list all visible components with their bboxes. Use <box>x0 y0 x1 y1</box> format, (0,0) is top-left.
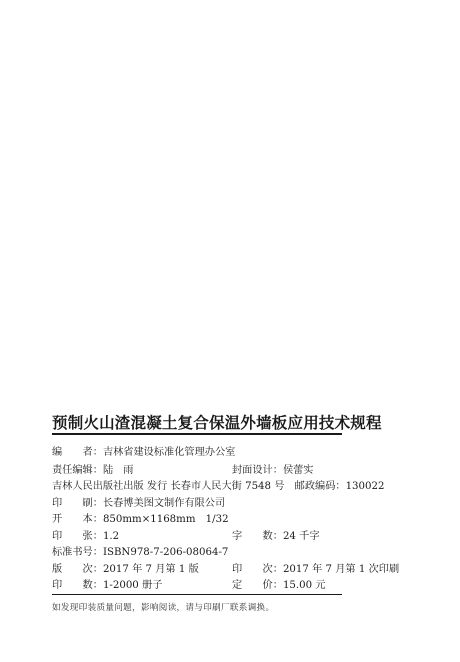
word-count-group <box>232 531 320 543</box>
price-value: 15.00 元 <box>282 580 326 591</box>
isbn-row <box>52 547 372 559</box>
sheets-row <box>52 531 372 543</box>
impression-label: 印 次： <box>232 564 283 575</box>
editor-value: 吉林省建设标准化管理办公室 <box>102 447 236 458</box>
title-rule <box>52 433 342 435</box>
printer-value: 长春博美图文制作有限公司 <box>102 498 226 509</box>
format-label: 开 本： <box>52 514 103 525</box>
format-value: 850mm×1168mm 1/32 <box>102 514 229 525</box>
footer-note: 如发现印装质量问题，影响阅读，请与印刷厂联系调换。 <box>52 603 275 613</box>
print-run-label: 印 数： <box>52 580 103 591</box>
isbn-label: 标准书号： <box>52 547 103 558</box>
publisher-row: 吉林人民出版社出版 发行 长春市人民大街 7548 号 邮政编码：130022 <box>52 481 385 492</box>
price-group <box>232 580 326 592</box>
format-row <box>52 514 372 526</box>
print-run-value: 1-2000 册子 <box>102 580 163 591</box>
responsible-editor-row <box>52 465 372 477</box>
edition-value: 2017 年 7 月第 1 版 <box>102 564 199 575</box>
impression-group <box>232 564 399 576</box>
responsible-editor-label: 责任编辑： <box>52 465 103 476</box>
sheets-label: 印 张： <box>52 531 103 542</box>
editor-row <box>52 447 372 459</box>
edition-row <box>52 564 400 576</box>
footer-rule <box>52 594 342 595</box>
editor-label: 编 者： <box>52 447 103 458</box>
responsible-editor-value: 陆 雨 <box>102 465 134 476</box>
isbn-value: ISBN978-7-206-08064-7 <box>102 547 229 558</box>
print-run-row <box>52 580 372 592</box>
printer-label: 印 刷： <box>52 498 103 509</box>
printer-row <box>52 498 372 510</box>
book-title: 预制火山渣混凝土复合保温外墙板应用技术规程 <box>52 414 382 432</box>
cover-design-label: 封面设计： <box>232 465 283 476</box>
word-count-value: 24 千字 <box>282 531 320 542</box>
edition-label: 版 次： <box>52 564 103 575</box>
cover-design-value: 侯蕾实 <box>282 465 314 476</box>
price-label: 定 价： <box>232 580 283 591</box>
impression-value: 2017 年 7 月第 1 次印刷 <box>282 564 400 575</box>
word-count-label: 字 数： <box>232 531 283 542</box>
sheets-value: 1.2 <box>102 531 120 542</box>
cover-design-group <box>232 465 314 477</box>
